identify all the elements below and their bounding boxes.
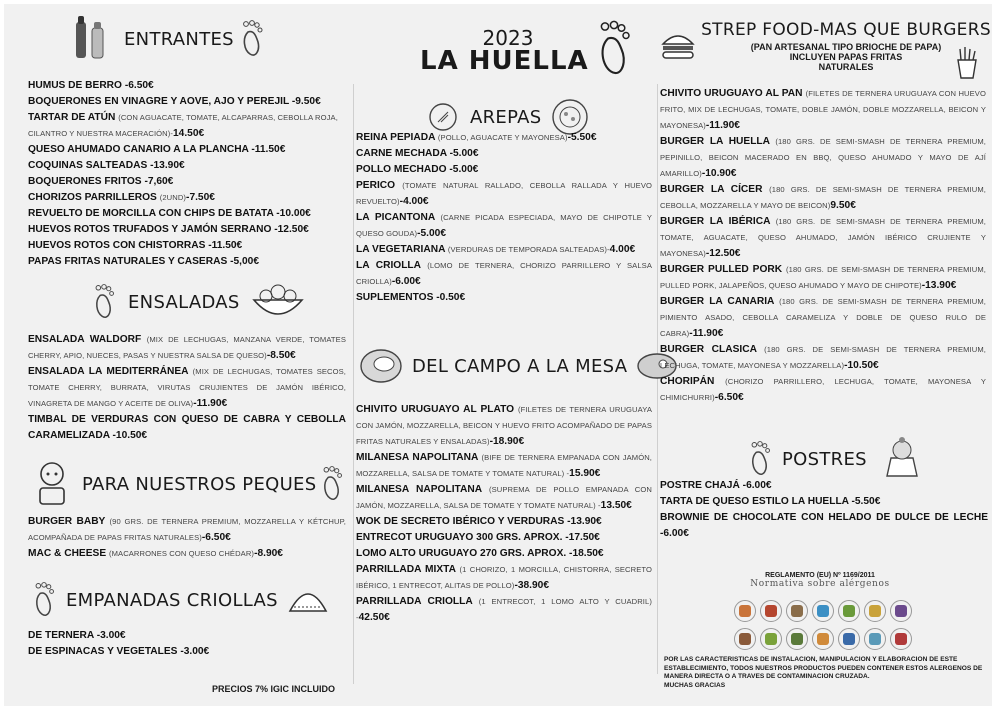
peques-title: PARA NUESTROS PEQUES bbox=[82, 473, 317, 495]
allergen-icon bbox=[890, 600, 912, 622]
menu-year: 2023 bbox=[482, 26, 534, 50]
item-name: BURGER CLASICA bbox=[660, 344, 757, 355]
menu-item bbox=[356, 594, 652, 626]
item-name: BURGER LA IBÉRICA bbox=[660, 216, 771, 227]
item-name: MILANESA NAPOLITANA bbox=[356, 484, 482, 495]
item-description: (180 GRS. DE SEMI-SMASH DE TERNERA PREMIUM, LECHUGA, TOMATE, MAYONESA Y MOZZARELLA) bbox=[660, 345, 986, 370]
item-description: (MACARRONES CON QUESO CHÉDAR) bbox=[108, 549, 255, 558]
item-name: TARTA DE QUESO ESTILO LA HUELLA bbox=[660, 496, 849, 507]
menu-item bbox=[660, 294, 986, 342]
allergen-regulation: REGLAMENTO (EU) Nº 1169/2011 bbox=[765, 572, 875, 579]
menu-item bbox=[660, 182, 986, 214]
item-description: (90 GRS. DE TERNERA PREMIUM, MOZZARELLA Y KÉTCHUP, ACOMPAÑADA DE PAPAS FRITAS NATURALES) bbox=[28, 517, 346, 542]
entrantes-title: ENTRANTES bbox=[124, 28, 234, 50]
item-name: POSTRE CHAJÁ bbox=[660, 480, 740, 491]
burgers-title: STREP FOOD-MAS QUE BURGERS bbox=[701, 20, 991, 40]
allergen-icon bbox=[864, 628, 886, 650]
item-name: PARRILLADA MIXTA bbox=[356, 564, 456, 575]
item-name: ENTRECOT URUGUAYO 300 GRS. APROX. bbox=[356, 532, 563, 543]
item-price: -13.90€ bbox=[150, 160, 185, 171]
item-name: DE ESPINACAS Y VEGETALES bbox=[28, 646, 178, 657]
item-name: BURGER PULLED PORK bbox=[660, 264, 783, 275]
item-description: (MIX DE LECHUGAS, MANZANA VERDE, TOMATES CHERRY, APIO, NUECES, PASAS Y NUESTRA SALSA DE QUESO) bbox=[28, 335, 347, 360]
menu-item bbox=[356, 402, 652, 450]
item-price: -10.00€ bbox=[276, 208, 311, 219]
item-price: -7.50€ bbox=[186, 192, 215, 203]
item-name: LOMO ALTO URUGUAYO 270 GRS. APROX. bbox=[356, 548, 567, 559]
empanadas-header bbox=[32, 582, 330, 618]
allergen-note: POR LAS CARACTERISTICAS DE INSTALACION, MANIPULACION Y ELABORACION DE ESTE ESTABLECIMIENTO, TODOS NUESTROS PRODUCTOS PUEDEN CONTENER ESTOS ALERGENOS DE MANERA DIRECTA O A TRAVES DE CONTAMINACION CRUZADA. bbox=[664, 656, 983, 680]
item-description: (180 GRS. DE SEMI-SMASH DE TERNERA PREMIUM, PEPINILLO, BEICON MACERADO EN BBQ, QUESO AHUMADO Y MAYO DE AJÍ AMARILLO) bbox=[660, 137, 986, 178]
menu-item bbox=[356, 130, 652, 146]
menu-item bbox=[356, 258, 652, 290]
burgers-header bbox=[696, 20, 992, 72]
item-price: -5,00€ bbox=[230, 256, 259, 267]
allergen-icon bbox=[838, 600, 860, 622]
allergen-icon-grid bbox=[734, 600, 912, 650]
arepas-list bbox=[356, 130, 652, 306]
item-price: -10.50€ bbox=[112, 430, 148, 441]
item-name: CHORIZOS PARRILLEROS bbox=[28, 192, 157, 203]
item-name: HUMUS DE BERRO bbox=[28, 80, 122, 91]
item-description: (CON AGUACATE, TOMATE, ALCAPARRAS, CEBOLLA ROJA, CILANTRO Y NUESTRA MACERACIÓN)- bbox=[28, 113, 338, 138]
item-name: BURGER LA HUELLA bbox=[660, 136, 770, 147]
menu-item bbox=[28, 628, 346, 644]
menu-item bbox=[28, 78, 350, 94]
item-name: CARNE MECHADA bbox=[356, 148, 447, 159]
item-price: -18.90€ bbox=[489, 436, 525, 447]
meat-icon bbox=[358, 344, 404, 388]
postres-title: POSTRES bbox=[782, 448, 867, 470]
item-name: LA VEGETARIANA bbox=[356, 244, 446, 255]
campo-list bbox=[356, 402, 652, 626]
menu-item bbox=[28, 110, 350, 142]
menu-item bbox=[28, 158, 350, 174]
item-name: CHIVITO URUGUAYO AL PAN bbox=[660, 88, 803, 99]
pepper-grinder-icon bbox=[72, 14, 110, 64]
burgers-subtitle: (PAN ARTESANAL TIPO BRIOCHE DE PAPA) bbox=[750, 42, 942, 52]
menu-item bbox=[660, 494, 988, 510]
item-name: HUEVOS ROTOS TRUFADOS Y JAMÓN SERRANO bbox=[28, 224, 272, 235]
allergen-block bbox=[720, 572, 920, 589]
item-price: -5.00€ bbox=[449, 148, 479, 159]
item-price: -3.00€ bbox=[96, 630, 126, 641]
entrantes-header bbox=[72, 14, 264, 64]
item-price: 4.00€ bbox=[609, 244, 636, 255]
item-name: BOQUERONES EN VINAGRE Y AOVE, AJO Y PEREJIL bbox=[28, 96, 289, 107]
ensaladas-title: ENSALADAS bbox=[128, 291, 240, 313]
item-price: -12.50€ bbox=[274, 224, 309, 235]
item-price: -38.90€ bbox=[514, 580, 549, 591]
item-price: -9.50€ bbox=[291, 96, 321, 107]
item-name: WOK DE SECRETO IBÉRICO Y VERDURAS bbox=[356, 516, 565, 527]
allergen-icon bbox=[760, 600, 782, 622]
item-price: -3.00€ bbox=[180, 646, 210, 657]
brand-name: LA HUELLA bbox=[420, 46, 589, 76]
item-price: -8.90€ bbox=[254, 548, 283, 559]
menu-item bbox=[356, 210, 652, 242]
menu-item bbox=[28, 94, 350, 110]
item-name: CHIVITO URUGUAYO AL PLATO bbox=[356, 404, 515, 415]
item-description: (MIX DE LECHUGAS, TOMATES SECOS, TOMATE CHERRY, BURRATA, VIRUTAS CRUJIENTES DE JAMÓN IBÉRICO, VINAGRETA DE MANGO Y ACEITE DE OLIVA) bbox=[28, 367, 346, 408]
menu-item bbox=[660, 134, 986, 182]
allergen-icon bbox=[890, 628, 912, 650]
item-price: 15.90€ bbox=[569, 468, 601, 479]
item-name: SUPLEMENTOS bbox=[356, 292, 434, 303]
burgers-subtitle-3: NATURALES bbox=[818, 62, 874, 72]
empanada-icon bbox=[286, 583, 330, 617]
item-price: -5.00€ bbox=[417, 228, 447, 239]
item-name: BOQUERONES FRITOS bbox=[28, 176, 142, 187]
menu-item bbox=[28, 238, 350, 254]
menu-page bbox=[4, 4, 992, 706]
item-name: HUEVOS ROTOS CON CHISTORRAS bbox=[28, 240, 206, 251]
footprint-logo-icon bbox=[596, 20, 632, 78]
burger-icon bbox=[660, 30, 696, 62]
menu-item bbox=[356, 514, 652, 530]
item-description: (VERDURAS DE TEMPORADA SALTEADAS)- bbox=[447, 245, 610, 254]
item-description: (180 GRS. DE SEMI-SMASH DE TERNERA PREMIUM, CEBOLLA, MOZZARELLA Y MAYO DE BEICON) bbox=[660, 185, 986, 210]
item-name: QUESO AHUMADO CANARIO A LA PLANCHA bbox=[28, 144, 249, 155]
item-description: (1 CHORIZO, 1 MORCILLA, CHISTORRA, SECRETO IBÉRICO, 1 ENTRECOT, ALITAS DE POLLO) bbox=[356, 565, 653, 590]
allergen-icon bbox=[734, 600, 756, 622]
item-price: -0.50€ bbox=[436, 292, 466, 303]
menu-item bbox=[356, 450, 652, 482]
peques-header bbox=[32, 460, 344, 508]
menu-item bbox=[28, 190, 350, 206]
item-price: -6.00€ bbox=[742, 480, 772, 491]
item-price: -6.50€ bbox=[714, 392, 744, 403]
item-description: (1 ENTRECOT, 1 LOMO ALTO Y CUADRIL) - bbox=[356, 597, 652, 622]
item-description: (FILETES DE TERNERA URUGUAYA CON JAMÓN, MOZZARELLA, BEICON Y HUEVO FRITO ACOMPAÑADO DE PAPAS FRITAS NATURALES Y ENSALADAS) bbox=[356, 405, 653, 446]
item-description: (180 GRS. DE SEMI-SMASH DE TERNERA PREMIUM, PULLED PORK, JALAPEÑOS, QUESO AHUMADO Y MAYO DE CHIPOTE) bbox=[660, 265, 986, 290]
menu-item bbox=[356, 562, 652, 594]
footprint-icon bbox=[320, 466, 344, 502]
item-price: -6.00€ bbox=[391, 276, 421, 287]
item-name: CHORIPÁN bbox=[660, 376, 715, 387]
menu-item bbox=[28, 514, 346, 546]
menu-item bbox=[660, 478, 988, 494]
empanadas-title: EMPANADAS CRIOLLAS bbox=[66, 589, 278, 611]
allergen-icon bbox=[838, 628, 860, 650]
allergen-icon bbox=[812, 600, 834, 622]
item-price: -6.50€ bbox=[201, 532, 231, 543]
kid-icon bbox=[32, 460, 72, 508]
campo-title: DEL CAMPO A LA MESA bbox=[412, 355, 628, 377]
entrantes-list bbox=[28, 78, 350, 270]
menu-item bbox=[28, 174, 350, 190]
allergen-notice bbox=[664, 656, 990, 690]
item-name: TIMBAL DE VERDURAS CON QUESO DE CABRA Y CEBOLLA CARAMELIZADA bbox=[28, 414, 346, 441]
menu-item bbox=[28, 644, 346, 660]
fries-icon bbox=[952, 46, 982, 80]
menu-item bbox=[356, 146, 652, 162]
item-name: MILANESA NAPOLITANA bbox=[356, 452, 478, 463]
item-price: -11.90€ bbox=[705, 120, 740, 131]
item-price: -7,60€ bbox=[144, 176, 174, 187]
allergen-icon bbox=[734, 628, 756, 650]
menu-item bbox=[356, 242, 652, 258]
item-price: -10.90€ bbox=[701, 168, 737, 179]
menu-item bbox=[28, 222, 350, 238]
item-price: -11.90€ bbox=[193, 398, 228, 409]
brand-block bbox=[420, 26, 628, 76]
menu-item bbox=[28, 254, 350, 270]
item-name: BROWNIE DE CHOCOLATE CON HELADO DE DULCE DE LECHE bbox=[660, 512, 988, 523]
item-price: -11.50€ bbox=[208, 240, 243, 251]
item-price: -13.90€ bbox=[921, 280, 957, 291]
menu-item bbox=[660, 510, 988, 542]
item-price: -5.50€ bbox=[567, 132, 597, 143]
item-price: 9.50€ bbox=[830, 200, 856, 211]
menu-item bbox=[356, 546, 652, 562]
postres-header bbox=[748, 436, 927, 482]
menu-item bbox=[356, 162, 652, 178]
item-price: -5.00€ bbox=[449, 164, 479, 175]
allergen-icon bbox=[786, 600, 808, 622]
allergen-icon bbox=[786, 628, 808, 650]
item-name: PARRILLADA CRIOLLA bbox=[356, 596, 473, 607]
burgers-list bbox=[660, 86, 986, 406]
footprint-icon bbox=[32, 582, 56, 618]
menu-item bbox=[28, 142, 350, 158]
menu-item bbox=[28, 546, 346, 562]
item-description: (BIFE DE TERNERA EMPANADA CON JAMÓN, MOZZARELLA, SALSA DE TOMATE Y TOMATE NATURAL) - bbox=[356, 453, 652, 478]
item-description: (TOMATE NATURAL RALLADO, CEBOLLA RALLADA Y HUEVO REVUELTO) bbox=[356, 181, 652, 206]
item-description: (SUPREMA DE POLLO EMPANADA CON JAMÓN, MOZZARELLA, SALSA DE TOMATE Y TOMATE NATURAL) - bbox=[356, 485, 652, 510]
menu-item bbox=[356, 178, 652, 210]
item-price: -11.50€ bbox=[251, 144, 286, 155]
allergen-icon bbox=[864, 600, 886, 622]
item-description: (180 GRS. DE SEMI-SMASH DE TERNERA PREMIUM, TOMATE, AGUACATE, QUESO AHUMADO, JAMÓN IBÉRICO CRUJIENTE Y MAYONESA) bbox=[660, 217, 986, 258]
menu-item bbox=[660, 262, 986, 294]
burgers-subtitle-2: INCLUYEN PAPAS FRITAS bbox=[789, 52, 903, 62]
item-price: -17.50€ bbox=[565, 532, 600, 543]
menu-item bbox=[28, 206, 350, 222]
empanadas-list bbox=[28, 628, 346, 660]
menu-item bbox=[660, 86, 986, 134]
item-description: (CHORIZO PARRILLERO, LECHUGA, TOMATE, MAYONESA Y CHIMICHURRI) bbox=[660, 377, 986, 402]
menu-item bbox=[356, 482, 652, 514]
item-name: ENSALADA LA MEDITERRÁNEA bbox=[28, 366, 189, 377]
item-description: (LOMO DE TERNERA, CHORIZO PARRILLERO Y SALSA CRIOLLA) bbox=[356, 261, 652, 286]
menu-item bbox=[356, 290, 652, 306]
salad-bowl-icon bbox=[250, 282, 306, 322]
item-price: -11.90€ bbox=[689, 328, 724, 339]
item-price: -6.50€ bbox=[124, 80, 154, 91]
column-divider bbox=[353, 84, 354, 684]
item-price: -5.50€ bbox=[851, 496, 881, 507]
dessert-icon bbox=[877, 436, 927, 482]
footprint-icon bbox=[92, 284, 116, 320]
ensaladas-list bbox=[28, 332, 346, 444]
menu-item bbox=[28, 332, 346, 364]
ensaladas-header bbox=[92, 282, 306, 322]
item-description: (180 GRS. DE SEMI-SMASH DE TERNERA PREMIUM, PIMIENTO ASADO, CEBOLLA CARAMELIZA Y DOBLE DE QUESO RULO DE CABRA) bbox=[660, 297, 986, 338]
menu-item bbox=[28, 412, 346, 444]
item-name: BURGER BABY bbox=[28, 516, 106, 527]
item-description: (FILETES DE TERNERA URUGUAYA CON HUEVO FRITO, MIX DE LECHUGAS, TOMATE, DOBLE JAMÓN, DOBLE MOZZARELLA, BEICON Y MAYONESA) bbox=[660, 89, 986, 130]
item-name: COQUINAS SALTEADAS bbox=[28, 160, 148, 171]
footprint-icon bbox=[748, 441, 772, 477]
item-price: -6.00€ bbox=[660, 528, 689, 539]
item-price: 42.50€ bbox=[358, 612, 390, 623]
item-description: (2UND) bbox=[159, 193, 187, 202]
menu-item bbox=[660, 374, 986, 406]
menu-item bbox=[660, 214, 986, 262]
item-description: (POLLO, AGUACATE Y MAYONESA) bbox=[437, 133, 568, 142]
item-price: -4.00€ bbox=[399, 196, 429, 207]
arepas-title: AREPAS bbox=[470, 106, 542, 128]
allergen-icon bbox=[760, 628, 782, 650]
item-name: LA PICANTONA bbox=[356, 212, 435, 223]
item-name: POLLO MECHADO bbox=[356, 164, 447, 175]
item-price: -8.50€ bbox=[266, 350, 296, 361]
item-name: REINA PEPIADA bbox=[356, 132, 436, 143]
item-name: PERICO bbox=[356, 180, 396, 191]
plate-icon bbox=[428, 102, 458, 132]
item-description: (CARNE PICADA ESPECIADA, MAYO DE CHIPOTLE Y QUESO GOUDA) bbox=[356, 213, 652, 238]
item-price: -10.50€ bbox=[844, 360, 879, 371]
igic-note: PRECIOS 7% IGIC INCLUIDO bbox=[212, 684, 336, 694]
item-price: 13.50€ bbox=[600, 500, 632, 511]
menu-item bbox=[660, 342, 986, 374]
item-name: TARTAR DE ATÚN bbox=[28, 112, 116, 123]
item-name: ENSALADA WALDORF bbox=[28, 334, 142, 345]
item-name: PAPAS FRITAS NATURALES Y CASERAS bbox=[28, 256, 228, 267]
item-price: -13.90€ bbox=[567, 516, 602, 527]
postres-list bbox=[660, 478, 988, 542]
thanks-text: MUCHAS GRACIAS bbox=[664, 681, 726, 689]
item-price: 14.50€ bbox=[173, 128, 205, 139]
menu-item bbox=[356, 530, 652, 546]
item-price: -18.50€ bbox=[569, 548, 604, 559]
footprint-icon bbox=[240, 20, 264, 58]
item-name: MAC & CHEESE bbox=[28, 548, 107, 559]
allergen-icon bbox=[812, 628, 834, 650]
peques-list bbox=[28, 514, 346, 562]
item-name: DE TERNERA bbox=[28, 630, 94, 641]
item-name: LA CRIOLLA bbox=[356, 260, 421, 271]
menu-item bbox=[28, 364, 346, 412]
allergen-subtitle: Normativa sobre alérgenos bbox=[750, 579, 890, 589]
item-name: BURGER LA CANARIA bbox=[660, 296, 775, 307]
item-name: BURGER LA CÍCER bbox=[660, 184, 763, 195]
item-name: REVUELTO DE MORCILLA CON CHIPS DE BATATA bbox=[28, 208, 274, 219]
item-price: -12.50€ bbox=[705, 248, 741, 259]
campo-header bbox=[358, 344, 679, 388]
